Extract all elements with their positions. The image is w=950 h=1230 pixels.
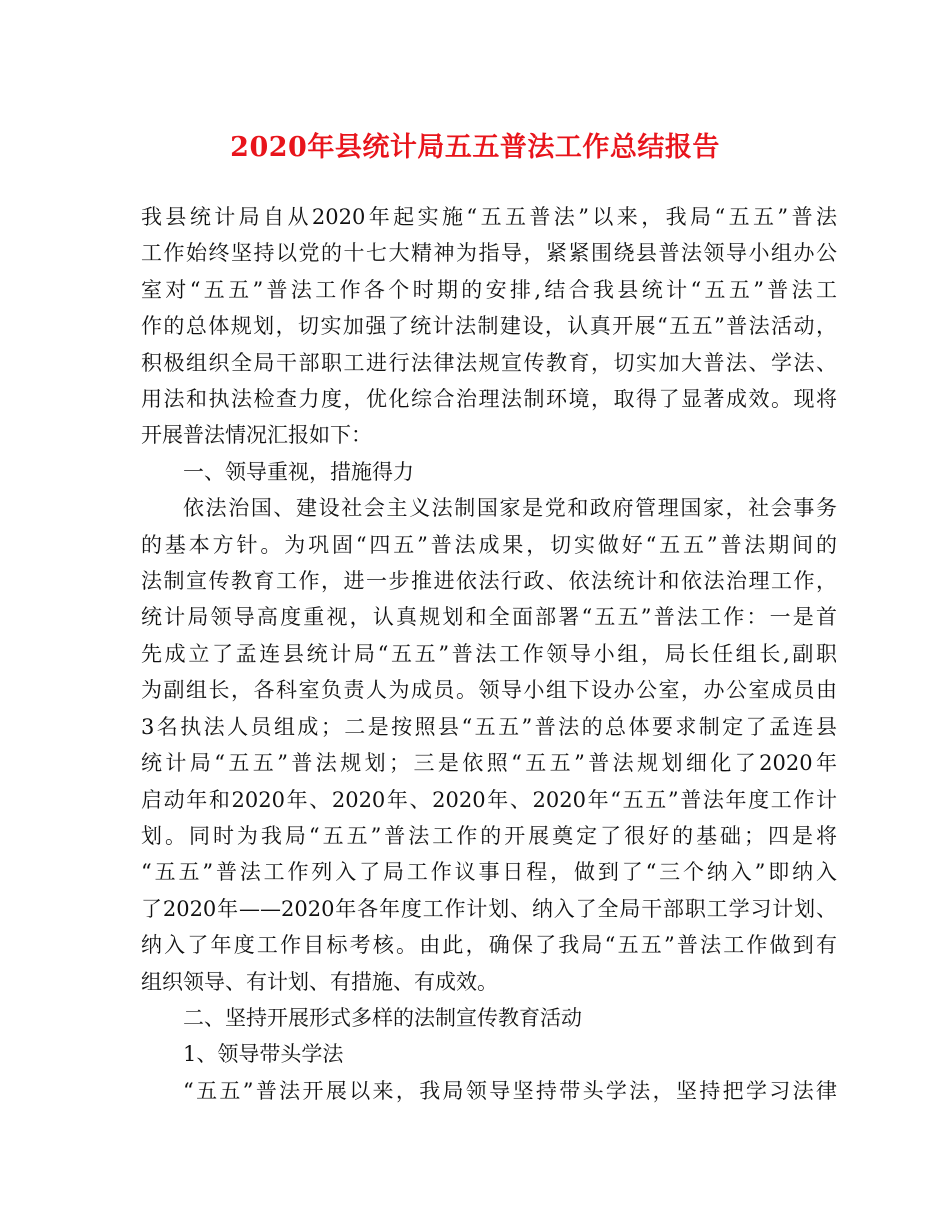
text-line: 启动年和2020年、2020年、2020年、2020年“五五”普法年度工作计 (141, 787, 837, 812)
text-line: 法制宣传教育工作，进一步推进依法行政、依法统计和依法治理工作， (141, 569, 837, 594)
text-line: “五五”普法开展以来，我局领导坚持带头学法，坚持把学习法律 (183, 1078, 837, 1103)
text-line: 用法和执法检查力度，优化综合治理法制环境，取得了显著成效。现将 (141, 387, 837, 412)
text-line: 作的总体规划，切实加强了统计法制建设，认真开展“五五”普法活动， (141, 314, 837, 339)
text-line: 一、领导重视，措施得力 (183, 459, 414, 484)
text-line: 依法治国、建设社会主义法制国家是党和政府管理国家，社会事务 (183, 496, 837, 521)
text-line: 工作始终坚持以党的十七大精神为指导，紧紧围绕县普法领导小组办公 (141, 241, 837, 266)
document-title: 2020年县统计局五五普法工作总结报告 (230, 132, 720, 163)
text-line: 了2020年——2020年各年度工作计划、纳入了全局干部职工学习计划、 (141, 896, 837, 921)
text-line: 的基本方针。为巩固“四五”普法成果，切实做好“五五”普法期间的 (141, 532, 837, 557)
text-line: 3名执法人员组成；二是按照县“五五”普法的总体要求制定了孟连县 (141, 714, 837, 739)
text-line: 组织领导、有计划、有措施、有成效。 (141, 969, 498, 994)
text-line: 为副组长，各科室负责人为成员。领导小组下设办公室，办公室成员由 (141, 678, 837, 703)
text-line: 统计局“五五”普法规划；三是依照“五五”普法规划细化了2020年 (141, 751, 837, 776)
text-line: “五五”普法工作列入了局工作议事日程，做到了“三个纳入”即纳入 (141, 860, 837, 885)
text-line: 积极组织全局干部职工进行法律法规宣传教育，切实加大普法、学法、 (141, 350, 837, 375)
text-line: 1、领导带头学法 (183, 1042, 344, 1067)
document-body (141, 199, 837, 1109)
text-line: 我县统计局自从2020年起实施“五五普法”以来，我局“五五”普法 (141, 205, 837, 229)
text-line: 室对“五五”普法工作各个时期的安排,结合我县统计“五五”普法工 (141, 277, 837, 302)
text-line: 二、坚持开展形式多样的法制宣传教育活动 (183, 1005, 582, 1030)
text-line: 统计局领导高度重视，认真规划和全面部署“五五”普法工作：一是首 (141, 605, 837, 630)
text-line: 纳入了年度工作目标考核。由此，确保了我局“五五”普法工作做到有 (141, 933, 837, 958)
text-line: 开展普法情况汇报如下： (141, 423, 372, 448)
text-line: 划。同时为我局“五五”普法工作的开展奠定了很好的基础；四是将 (141, 823, 837, 848)
text-line: 先成立了孟连县统计局“五五”普法工作领导小组，局长任组长,副职 (141, 641, 837, 666)
